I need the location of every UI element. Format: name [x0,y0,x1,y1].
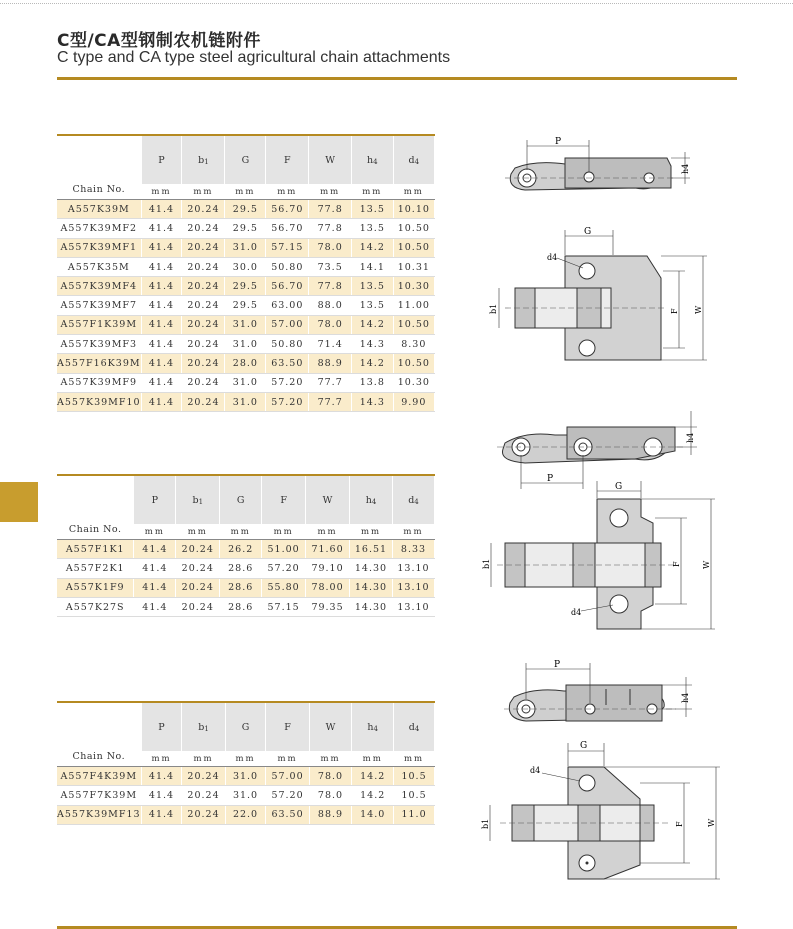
svg-text:P: P [554,660,561,670]
value-cell: 31.0 [225,786,266,805]
value-cell: 10.5 [394,786,435,805]
value-cell: 41.4 [141,786,182,805]
value-cell: 31.0 [225,767,266,786]
value-cell: 13.5 [351,296,393,315]
value-cell: 78.0 [309,315,352,334]
table-row [57,597,435,616]
unit-g: mm [220,524,262,540]
table-row [57,296,435,315]
col-header-f: F [262,475,306,524]
value-cell: 14.2 [351,315,393,334]
value-cell: 41.4 [134,540,176,559]
value-cell: 56.70 [266,219,309,238]
unit-b1: mm [182,184,225,200]
svg-text:b1: b1 [489,303,498,314]
table-row [57,373,435,392]
value-cell: 77.7 [309,373,352,392]
value-cell: 55.80 [262,578,306,597]
value-cell: 20.24 [182,786,225,805]
unit-w: mm [309,751,352,767]
table-row [57,219,435,238]
col-header-b1: b1 [182,135,225,184]
table-row [57,786,435,805]
table-row [57,805,435,824]
table-row [57,392,435,411]
chain-no-cell: A557F1K39M [57,315,141,334]
col-header-d4: d4 [394,702,435,751]
value-cell: 57.15 [266,238,309,257]
svg-text:h4: h4 [686,432,695,443]
value-cell: 57.15 [262,597,306,616]
value-cell: 41.4 [141,354,182,373]
svg-text:b1: b1 [482,558,491,569]
table-row [57,354,435,373]
unit-b1: mm [182,751,225,767]
spec-table-1 [57,134,435,412]
chain-no-cell: A557K35M [57,257,141,276]
value-cell: 20.24 [182,392,225,411]
value-cell: 13.5 [351,200,393,219]
value-cell: 57.20 [266,373,309,392]
value-cell: 77.8 [309,219,352,238]
table-row [57,559,435,578]
value-cell: 9.90 [393,392,434,411]
chain-no-cell: A557K39M [57,200,141,219]
value-cell: 56.70 [266,277,309,296]
value-cell: 31.0 [225,392,266,411]
table-row [57,578,435,597]
unit-w: mm [309,184,352,200]
diagram-2 [482,405,725,635]
unit-d4: mm [394,751,435,767]
value-cell: 14.30 [350,559,393,578]
unit-g: mm [225,184,266,200]
col-header-chain-no: Chain No. [57,475,134,540]
table-row [57,277,435,296]
value-cell: 13.10 [392,597,434,616]
svg-text:W: W [694,305,703,314]
value-cell: 63.50 [266,805,309,824]
table-row [57,200,435,219]
svg-text:F: F [670,308,679,314]
value-cell: 79.10 [306,559,350,578]
value-cell: 10.10 [393,200,434,219]
value-cell: 28.6 [220,578,262,597]
svg-text:h4: h4 [681,163,690,174]
value-cell: 31.0 [225,315,266,334]
value-cell: 51.00 [262,540,306,559]
value-cell: 50.80 [266,335,309,354]
value-cell: 31.0 [225,373,266,392]
svg-text:d4: d4 [571,608,582,617]
diagram-1 [485,130,725,370]
value-cell: 78.0 [309,786,352,805]
value-cell: 57.00 [266,315,309,334]
value-cell: 10.50 [393,354,434,373]
value-cell: 71.4 [309,335,352,354]
value-cell: 88.9 [309,805,352,824]
unit-p: mm [134,524,176,540]
value-cell: 20.24 [176,597,220,616]
value-cell: 77.8 [309,200,352,219]
chain-no-cell: A557K39MF9 [57,373,141,392]
value-cell: 10.50 [393,238,434,257]
value-cell: 14.0 [352,805,394,824]
col-header-f: F [266,702,309,751]
value-cell: 29.5 [225,296,266,315]
svg-text:G: G [615,482,623,492]
value-cell: 14.2 [352,767,394,786]
diagram-3 [480,655,725,887]
unit-b1: mm [176,524,220,540]
chain-no-cell: A557K39MF10 [57,392,141,411]
chain-no-cell: A557F4K39M [57,767,141,786]
value-cell: 88.0 [309,296,352,315]
col-header-w: W [306,475,350,524]
value-cell: 20.24 [182,335,225,354]
value-cell: 20.24 [182,238,225,257]
value-cell: 13.5 [351,277,393,296]
col-header-g: G [225,702,266,751]
chain-no-cell: A557K39MF7 [57,296,141,315]
chain-no-cell: A557K39MF2 [57,219,141,238]
attachment-drawing-3 [480,655,725,887]
unit-d4: mm [392,524,434,540]
value-cell: 13.10 [392,578,434,597]
chain-no-cell: A557F1K1 [57,540,134,559]
value-cell: 10.31 [393,257,434,276]
header-gold-rule [57,77,737,80]
unit-f: mm [262,524,306,540]
svg-text:d4: d4 [547,253,558,262]
value-cell: 20.24 [176,540,220,559]
value-cell: 41.4 [141,200,182,219]
col-header-h4: h4 [351,135,393,184]
value-cell: 22.0 [225,805,266,824]
attachment-drawing-1 [485,130,725,370]
value-cell: 11.00 [393,296,434,315]
col-header-f: F [266,135,309,184]
value-cell: 10.50 [393,315,434,334]
value-cell: 41.4 [141,219,182,238]
value-cell: 20.24 [182,315,225,334]
value-cell: 16.51 [350,540,393,559]
value-cell: 14.3 [351,392,393,411]
attachment-drawing-2 [482,405,725,635]
svg-text:h4: h4 [681,692,690,703]
value-cell: 88.9 [309,354,352,373]
col-header-h4: h4 [352,702,394,751]
svg-text:W: W [702,560,711,569]
value-cell: 10.30 [393,373,434,392]
value-cell: 41.4 [141,315,182,334]
svg-text:F: F [672,561,681,567]
col-header-chain-no: Chain No. [57,702,141,767]
value-cell: 78.0 [309,238,352,257]
unit-d4: mm [393,184,434,200]
value-cell: 20.24 [182,373,225,392]
col-header-g: G [225,135,266,184]
table-row [57,767,435,786]
unit-f: mm [266,751,309,767]
value-cell: 31.0 [225,238,266,257]
unit-h4: mm [352,751,394,767]
value-cell: 41.4 [141,805,182,824]
value-cell: 41.4 [141,257,182,276]
value-cell: 8.30 [393,335,434,354]
value-cell: 41.4 [141,767,182,786]
value-cell: 77.8 [309,277,352,296]
svg-text:F: F [675,821,684,827]
svg-text:b1: b1 [481,818,490,829]
chain-no-cell: A557K39MF13 [57,805,141,824]
value-cell: 28.6 [220,559,262,578]
value-cell: 14.30 [350,578,393,597]
value-cell: 20.24 [182,219,225,238]
value-cell: 14.1 [351,257,393,276]
chain-no-cell: A557K39MF1 [57,238,141,257]
value-cell: 10.50 [393,219,434,238]
table-row [57,335,435,354]
unit-w: mm [306,524,350,540]
value-cell: 20.24 [182,296,225,315]
value-cell: 41.4 [141,238,182,257]
chain-no-cell: A557K27S [57,597,134,616]
label-p: P [555,137,562,147]
value-cell: 28.0 [225,354,266,373]
top-dotted-rule [0,3,793,4]
svg-text:P: P [547,474,554,484]
unit-p: mm [141,184,182,200]
value-cell: 20.24 [182,257,225,276]
value-cell: 14.30 [350,597,393,616]
table-row [57,540,435,559]
value-cell: 57.20 [262,559,306,578]
col-header-p: P [141,702,182,751]
value-cell: 41.4 [141,335,182,354]
value-cell: 41.4 [141,392,182,411]
svg-text:W: W [707,818,716,827]
col-header-b1: b1 [182,702,225,751]
col-header-g: G [220,475,262,524]
value-cell: 30.0 [225,257,266,276]
unit-p: mm [141,751,182,767]
value-cell: 20.24 [176,578,220,597]
col-header-p: P [141,135,182,184]
value-cell: 57.00 [266,767,309,786]
value-cell: 10.5 [394,767,435,786]
value-cell: 71.60 [306,540,350,559]
value-cell: 20.24 [182,805,225,824]
value-cell: 63.50 [266,354,309,373]
page-title-english: C type and CA type steel agricultural chain attachments [57,49,451,66]
unit-g: mm [225,751,266,767]
value-cell: 78.00 [306,578,350,597]
value-cell: 41.4 [141,296,182,315]
unit-h4: mm [350,524,393,540]
value-cell: 41.4 [134,559,176,578]
value-cell: 20.24 [182,200,225,219]
col-header-h4: h4 [350,475,393,524]
value-cell: 78.0 [309,767,352,786]
chain-no-cell: A557K39MF4 [57,277,141,296]
spec-table-3 [57,701,435,825]
table-row [57,315,435,334]
value-cell: 13.10 [392,559,434,578]
value-cell: 41.4 [141,373,182,392]
value-cell: 11.0 [394,805,435,824]
table-row [57,257,435,276]
unit-f: mm [266,184,309,200]
unit-h4: mm [351,184,393,200]
col-header-d4: d4 [393,135,434,184]
value-cell: 14.2 [352,786,394,805]
value-cell: 29.5 [225,277,266,296]
value-cell: 31.0 [225,335,266,354]
value-cell: 20.24 [176,559,220,578]
value-cell: 63.00 [266,296,309,315]
col-header-w: W [309,702,352,751]
col-header-p: P [134,475,176,524]
col-header-d4: d4 [392,475,434,524]
svg-text:G: G [584,227,592,237]
side-section-tab [0,482,38,522]
chain-no-cell: A557K39MF3 [57,335,141,354]
col-header-b1: b1 [176,475,220,524]
value-cell: 29.5 [225,200,266,219]
value-cell: 20.24 [182,354,225,373]
col-header-chain-no: Chain No. [57,135,141,200]
value-cell: 29.5 [225,219,266,238]
svg-text:G: G [580,741,588,751]
col-header-w: W [309,135,352,184]
value-cell: 41.4 [141,277,182,296]
value-cell: 20.24 [182,767,225,786]
value-cell: 26.2 [220,540,262,559]
value-cell: 13.8 [351,373,393,392]
value-cell: 13.5 [351,219,393,238]
value-cell: 77.7 [309,392,352,411]
page-title-chinese: C型/CA型钢制农机链附件 [57,31,261,51]
value-cell: 20.24 [182,277,225,296]
value-cell: 50.80 [266,257,309,276]
chain-no-cell: A557F16K39M [57,354,141,373]
value-cell: 41.4 [134,597,176,616]
spec-table-2 [57,474,435,617]
value-cell: 57.20 [266,392,309,411]
value-cell: 79.35 [306,597,350,616]
value-cell: 73.5 [309,257,352,276]
table-row [57,238,435,257]
chain-no-cell: A557K1F9 [57,578,134,597]
value-cell: 41.4 [134,578,176,597]
value-cell: 14.3 [351,335,393,354]
value-cell: 28.6 [220,597,262,616]
chain-no-cell: A557F2K1 [57,559,134,578]
value-cell: 10.30 [393,277,434,296]
value-cell: 8.33 [392,540,434,559]
value-cell: 57.20 [266,786,309,805]
chain-no-cell: A557F7K39M [57,786,141,805]
value-cell: 14.2 [351,238,393,257]
value-cell: 56.70 [266,200,309,219]
value-cell: 14.2 [351,354,393,373]
svg-text:d4: d4 [530,766,541,775]
